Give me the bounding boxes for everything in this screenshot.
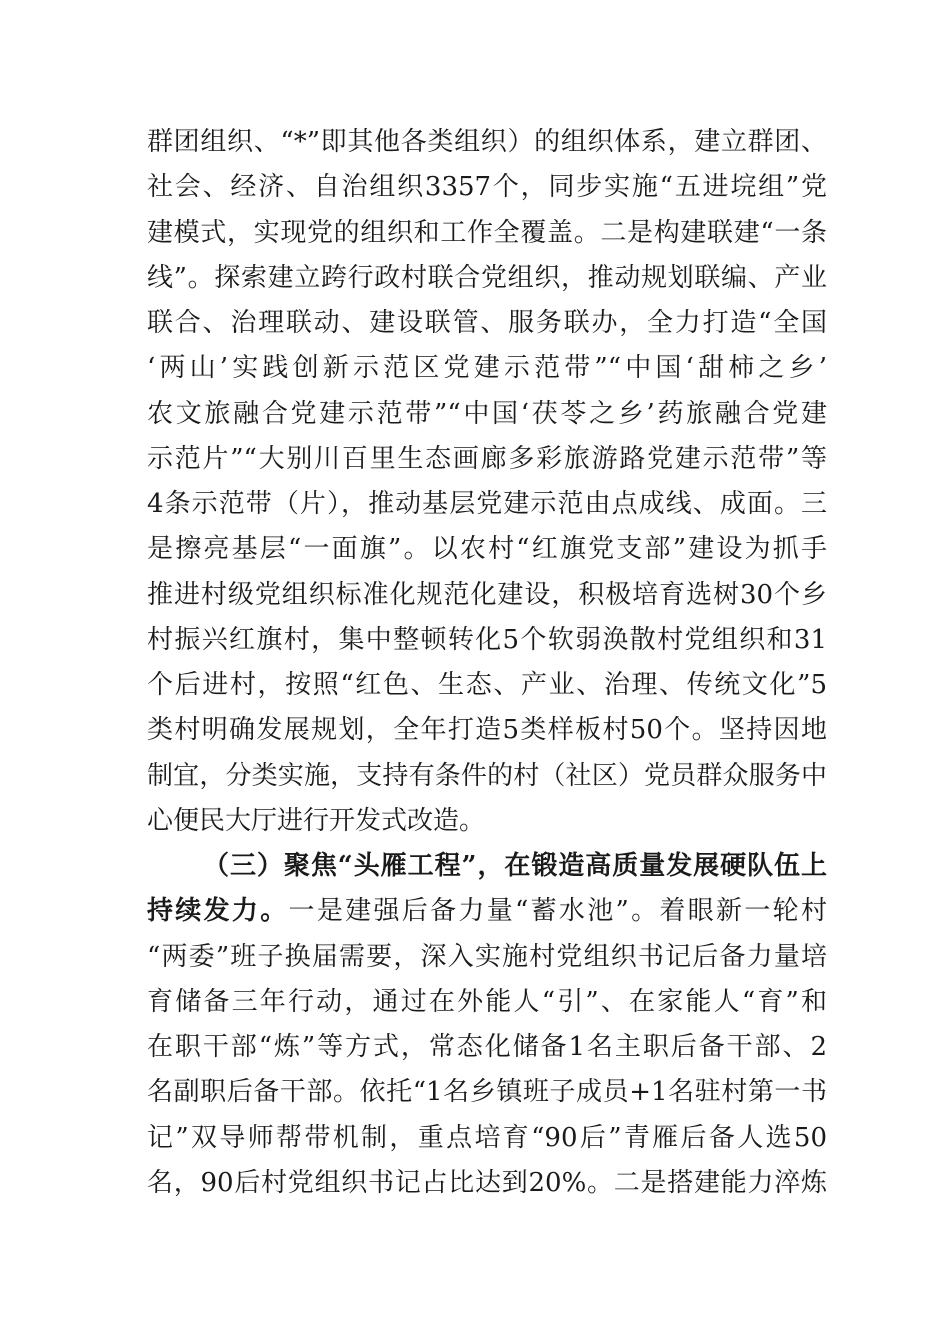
text-line: 建模式，实现党的组织和工作全覆盖。二是构建联建“一条 [147, 217, 827, 248]
text-run: 一是建强后备力量“蓄水池”。着眼新一轮村 [288, 896, 827, 927]
text-line: 是擦亮基层“一面旗”。以农村“红旗党支部”建设为抓手 [147, 534, 827, 565]
text-line: 在职干部“炼”等方式，常态化储备1名主职后备干部、2 [147, 1032, 827, 1062]
section-heading: （三）聚焦“头雁工程”，在锻造高质量发展硬队伍上 [203, 851, 827, 881]
text-line: 心便民大厅进行开发式改造。 [147, 805, 486, 836]
text-line: ‘两山’实践创新示范区党建示范带”“中国‘甜柿之乡’ [147, 353, 827, 384]
text-line: 类村明确发展规划，全年打造5类样板村50个。坚持因地 [147, 715, 827, 746]
text-line: 社会、经济、自治组织3357个，同步实施“五进垸组”党 [147, 172, 827, 203]
text-line: 4条示范带（片），推动基层党建示范由点成线、成面。三 [147, 489, 827, 519]
document-body [147, 120, 827, 1206]
text-line: 线”。探索建立跨行政村联合党组织，推动规划联编、产业 [147, 262, 827, 293]
section-heading-tail: 持续发力。 [147, 896, 289, 927]
text-line: 联合、治理联动、建设联管、服务联办，全力打造“全国 [147, 308, 827, 338]
text-line: 记”双导师帮带机制，重点培育“90后”青雁后备人选50 [147, 1122, 827, 1153]
text-line: 个后进村，按照“红色、生态、产业、治理、传统文化”5 [147, 670, 827, 700]
text-line: 村振兴红旗村，集中整顿转化5个软弱涣散村党组织和31 [147, 624, 827, 655]
text-line: 示范片”“大别川百里生态画廊多彩旅游路党建示范带”等 [147, 443, 827, 474]
text-line: 名副职后备干部。依托“1名乡镇班子成员+1名驻村第一书 [147, 1077, 827, 1108]
text-line: “两委”班子换届需要，深入实施村党组织书记后备力量培 [147, 941, 827, 972]
text-line-heading-continuation [147, 889, 827, 934]
text-line: 群团组织、“*”即其他各类组织）的组织体系，建立群团、 [147, 127, 827, 157]
text-line: 育储备三年行动，通过在外能人“引”、在家能人“育”和 [147, 986, 827, 1017]
text-line: 推进村级党组织标准化规范化建设，积极培育选树30个乡 [147, 579, 827, 610]
text-line: 名，90后村党组织书记占比达到20%。二是搭建能力淬炼 [147, 1167, 827, 1198]
text-line: 农文旅融合党建示范带”“中国‘茯苓之乡’药旅融合党建 [147, 398, 827, 429]
text-line: 制宜，分类实施，支持有条件的村（社区）党员群众服务中 [147, 760, 827, 791]
